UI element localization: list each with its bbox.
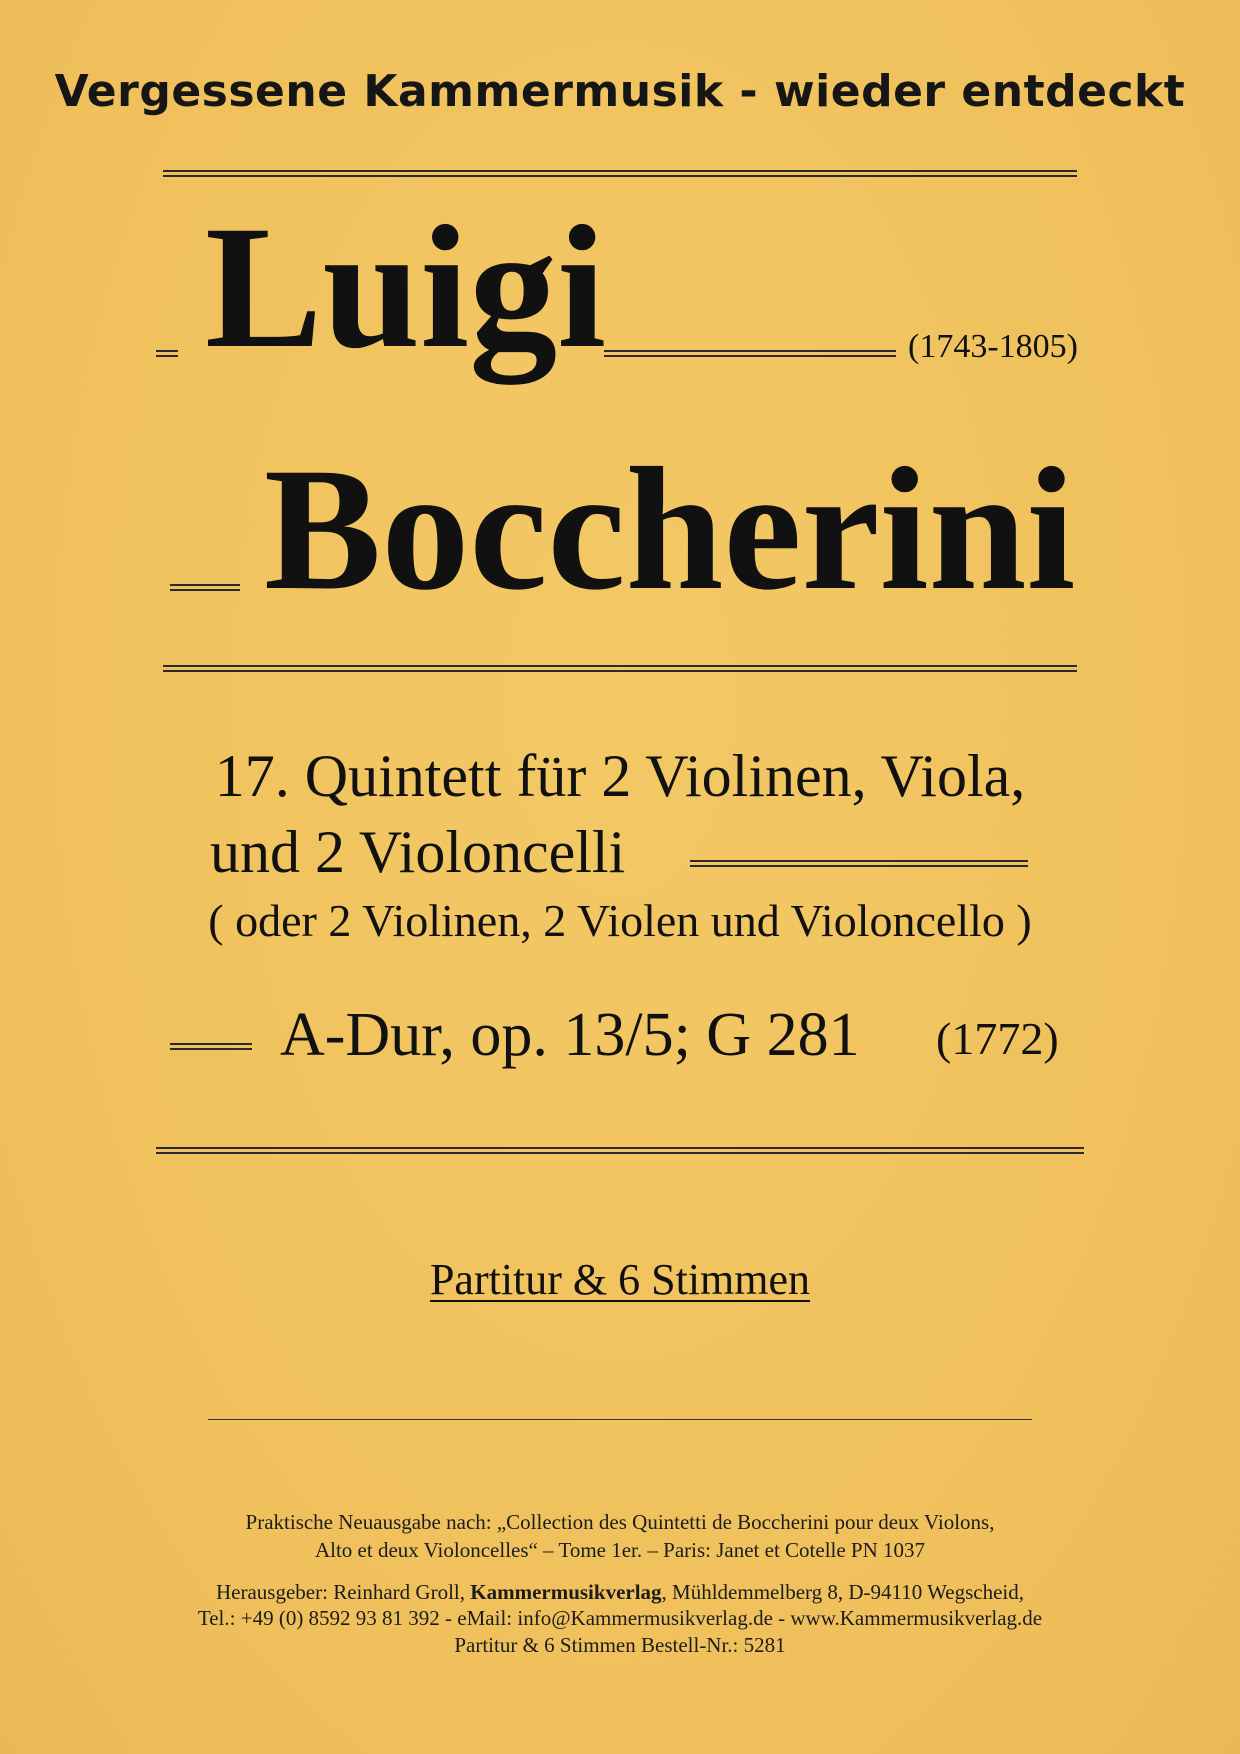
credits-separator — [208, 1419, 1032, 1420]
editor-line — [0, 1580, 1240, 1605]
work-year: (1772) — [936, 1013, 1059, 1064]
filler-left-first-name — [156, 350, 178, 357]
work-alt-scoring: ( oder 2 Violinen, 2 Violen und Violoncello ) — [208, 895, 1032, 946]
source-line-1: Praktische Neuausgabe nach: „Collection des Quintetti de Boccherini pour deux Violons, — [245, 1510, 995, 1534]
edition-contents-label: Partitur & 6 Stimmen — [429, 1255, 811, 1304]
publisher-name: Kammermusikverlag — [470, 1580, 662, 1604]
divider-middle — [163, 665, 1077, 672]
composer-life-dates: (1743-1805) — [908, 328, 1078, 365]
composer-first-name: Luigi — [205, 190, 607, 385]
source-line-2: Alto et deux Violoncelles“ – Tome 1er. – Paris: Janet et Cotelle PN 1037 — [314, 1538, 926, 1562]
divider-top — [163, 170, 1077, 177]
filler-title-line-2 — [690, 860, 1028, 867]
work-title-line-1: 17. Quintett für 2 Violinen, Viola, — [214, 743, 1026, 809]
work-title-line-2: und 2 Violoncelli — [210, 819, 626, 885]
filler-left-last-name — [170, 584, 240, 591]
order-line: Partitur & 6 Stimmen Bestell-Nr.: 5281 — [454, 1633, 786, 1657]
editor-suffix: , Mühldemmelberg 8, D-94110 Wegscheid, — [661, 1580, 1024, 1604]
divider-lower — [156, 1147, 1084, 1154]
filler-left-key — [170, 1043, 252, 1050]
editor-prefix: Herausgeber: Reinhard Groll, — [216, 1580, 471, 1604]
composer-last-name: Boccherini — [264, 432, 1076, 627]
filler-right-first-name — [604, 350, 896, 357]
edition-contents — [0, 1254, 1240, 1305]
series-title: Vergessene Kammermusik - wieder entdeckt — [54, 66, 1186, 117]
contact-line: Tel.: +49 (0) 8592 93 81 392 - eMail: info@Kammermusikverlag.de - www.Kammermusikverlag.de — [197, 1606, 1043, 1630]
work-key-catalog: A-Dur, op. 13/5; G 281 — [280, 1001, 860, 1069]
